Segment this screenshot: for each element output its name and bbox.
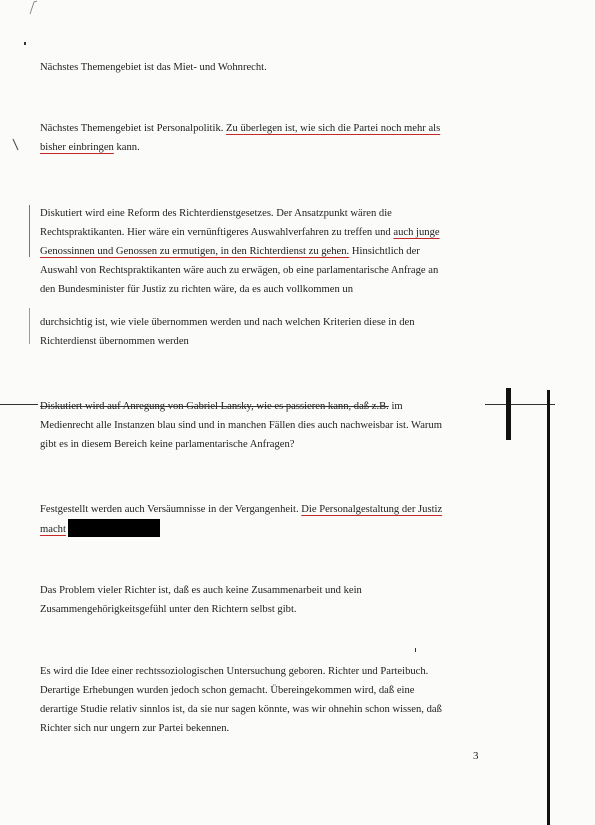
text-segment: Nächstes Themengebiet ist Personalpolitik. [40, 123, 227, 134]
text-line [40, 242, 488, 261]
scan-speck [415, 648, 416, 652]
scan-line-right [485, 404, 555, 405]
margin-scan-mark [12, 138, 20, 152]
red-underline-text: Genossinnen und Genossen zu ermutigen, in den Richterdienst zu gehen. [40, 246, 350, 257]
paragraph-medienrecht [40, 397, 488, 454]
binding-edge [547, 390, 550, 825]
scan-speck [24, 42, 26, 45]
text-line [40, 519, 488, 539]
text-line [40, 500, 488, 519]
corner-scan-mark [28, 0, 40, 16]
text-line [40, 138, 500, 157]
text-segment: Rechtspraktikanten. Hier wäre ein vernünftigeres Auswahlverfahren zu treffen und [40, 227, 394, 238]
paragraph-miet-wohnrecht [40, 58, 488, 77]
paragraph-personalpolitik [40, 119, 500, 157]
text-line: derartige Studie relativ sinnlos ist, da sie nur sagen könnte, was wir ohnehin schon wissen, daß [40, 704, 442, 715]
paragraph-zusammenarbeit [40, 581, 488, 619]
paragraph-versaeumnisse [40, 500, 488, 539]
redaction-block [68, 519, 160, 537]
red-underline-text: Die Personalgestaltung der Justiz [301, 504, 443, 515]
red-underline-text: bisher einbringen [40, 142, 114, 153]
text-line: Richter sich nur ungern zur Partei bekennen. [40, 723, 230, 734]
text-segment: kann. [113, 142, 140, 153]
margin-line [29, 205, 30, 257]
text-line [40, 119, 500, 138]
text-line: Richterdienst übernommen werden [40, 336, 189, 347]
text-line: Auswahl von Rechtspraktikanten wäre auch zu erwägen, ob eine parlamentarische Anfrage an [40, 265, 439, 276]
red-underline-text: macht [40, 524, 66, 535]
text-line [40, 223, 488, 242]
text-line: Medienrecht alle Instanzen blau sind und in manchen Fällen dies auch nachweisbar ist. Warum [40, 420, 442, 431]
text-line: den Bundesminister für Justiz zu richten wäre, da es auch vollkommen un [40, 284, 354, 295]
text-line: Es wird die Idee einer rechtssoziologischen Untersuchung geboren. Richter und Parteibuch. [40, 666, 429, 677]
red-underline-text: Zu überlegen ist, wie sich die Partei noch mehr als [226, 123, 441, 134]
text-line: Diskutiert wird eine Reform des Richterdienstgesetzes. Der Ansatzpunkt wären die [40, 208, 392, 219]
struck-text: Diskutiert wird auf Anregung von Gabriel Lansky, wie es passieren kann, daß z.B. [40, 401, 389, 412]
page-number: 3 [473, 750, 479, 762]
text-segment: im [388, 401, 403, 412]
text-line: Zusammengehörigkeitsgefühl unter den Richtern selbst gibt. [40, 604, 297, 615]
paragraph-untersuchung [40, 662, 488, 738]
text-line [40, 397, 488, 416]
text-segment: Festgestellt werden auch Versäumnisse in der Vergangenheit. [40, 504, 302, 515]
scan-line-left [0, 404, 38, 405]
paragraph-richterdienstgesetz [40, 204, 488, 351]
text-line: Nächstes Themengebiet ist das Miet- und Wohnrecht. [40, 62, 267, 73]
text-line: gibt es in diesem Bereich keine parlamentarische Anfragen? [40, 439, 295, 450]
text-line: Derartige Erhebungen wurden jedoch schon gemacht. Übereingekommen wird, daß eine [40, 685, 415, 696]
text-segment: Hinsichtlich der [349, 246, 420, 257]
red-underline-text: auch junge [393, 227, 440, 238]
margin-line [29, 308, 30, 344]
binding-edge [506, 388, 511, 440]
text-line: durchsichtig ist, wie viele übernommen werden und nach welchen Kriterien diese in den [40, 317, 415, 328]
text-line: Das Problem vieler Richter ist, daß es auch keine Zusammenarbeit und kein [40, 585, 362, 596]
